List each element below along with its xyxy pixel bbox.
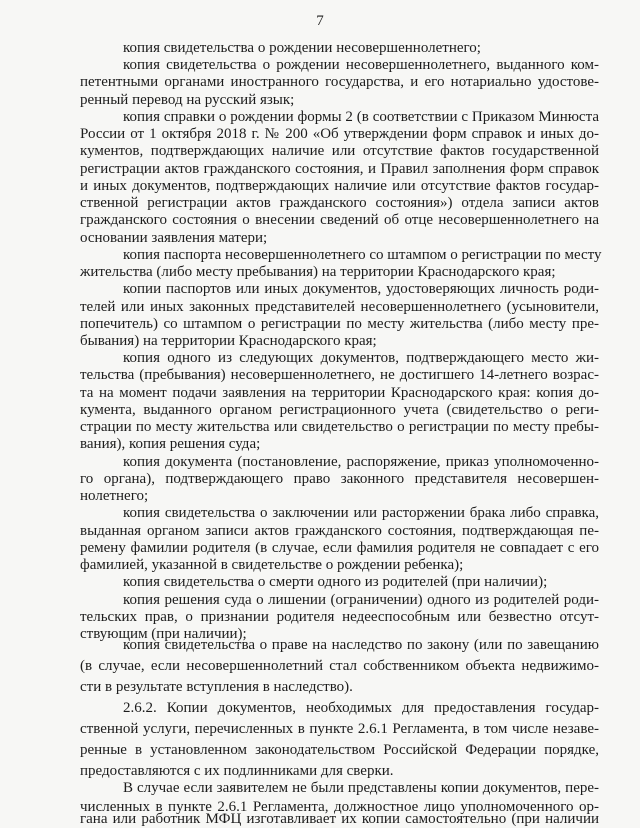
text-line: регистрации актов гражданского состояния, и Правил заполнения форм справок xyxy=(80,161,599,177)
text-line: копия паспорта несовершеннолетнего со штампом о регистрации по месту xyxy=(123,247,602,263)
text-line: бывания) на территории Краснодарского края; xyxy=(80,333,377,349)
text-line: ренный перевод на русский язык; xyxy=(80,92,295,108)
text-line: ствующим (при наличии); xyxy=(80,626,247,642)
text-line: сти в результате вступления в наследство). xyxy=(80,679,353,695)
text-line: ственной услуги, перечисленных в пункте 2.6.1 Регламента, в том числе незаве- xyxy=(80,721,599,737)
text-line: ренные в установленном законодательством Российской Федерации порядке, xyxy=(80,742,599,758)
text-line: копия решения суда о лишении (ограничении) одного из родителей роди- xyxy=(123,592,599,608)
text-line: и иных документов, подтверждающих наличие или отсутствие фактов государ- xyxy=(80,178,599,194)
text-line: численных в пункте 2.6.1 Регламента, должностное лицо уполномоченного ор- xyxy=(80,799,599,815)
text-line: В случае если заявителем не были представлены копии документов, пере- xyxy=(123,780,599,796)
text-line: ремену фамилии родителя (в случае, если фамилия родителя не совпадает с его xyxy=(80,540,599,556)
text-line: России от 1 октября 2018 г. № 200 «Об утверждении форм справок и иных до- xyxy=(80,126,599,142)
text-line: петентными органами иностранного государства, и его нотариально удостове- xyxy=(80,74,599,90)
text-line: копия одного из следующих документов, подтверждающего место жи- xyxy=(123,350,599,366)
text-line: ственной регистрации актов гражданского состояния») отдела записи актов xyxy=(80,195,599,211)
text-line: страции по месту жительства или свидетельство о регистрации по месту пребы- xyxy=(80,419,599,435)
text-line: 2.6.2. Копии документов, необходимых для предоставления государ- xyxy=(123,700,599,716)
text-line: копия свидетельства о рождении несовершеннолетнего, выданного ком- xyxy=(123,57,599,73)
text-line: тельства (пребывания) несовершеннолетнего, не достигшего 14-летнего возрас- xyxy=(80,367,599,383)
text-line: (в случае, если несовершеннолетний стал собственником объекта недвижимо- xyxy=(80,658,599,674)
text-line: кумента, выданного органом регистрационного учета (свидетельство о реги- xyxy=(80,402,599,418)
page-number: 7 xyxy=(316,13,324,29)
text-line: вания), копия решения суда; xyxy=(80,436,261,452)
text-line: гражданского состояния о внесении сведений об отце несовершеннолетнего на xyxy=(80,212,599,228)
text-line: копия документа (постановление, распоряжение, приказ уполномоченно- xyxy=(123,454,599,470)
text-line: выданная органом записи актов гражданского состояния, подтверждающая пе- xyxy=(80,523,599,539)
text-line: гана или работник МФЦ изготавливает их копии самостоятельно (при наличии xyxy=(80,811,599,827)
text-line: копии паспортов или иных документов, удостоверяющих личность роди- xyxy=(123,281,599,297)
text-line: го органа), подтверждающего право законного представителя несовершен- xyxy=(80,471,599,487)
text-line: основании заявления матери; xyxy=(80,230,268,246)
text-line: жительства (либо месту пребывания) на территории Краснодарского края; xyxy=(80,264,556,280)
text-line: копия справки о рождении формы 2 (в соответствии с Приказом Минюста xyxy=(123,109,599,125)
text-line: попечитель) со штампом о регистрации по месту жительства (либо месту пре- xyxy=(80,316,599,332)
text-line: нолетнего; xyxy=(80,488,149,504)
text-line: та на момент подачи заявления на территории Краснодарского края: копия до- xyxy=(80,385,599,401)
text-line: кументов, подтверждающих наличие или отсутствие фактов государственной xyxy=(80,143,599,159)
text-line: телей или иных законных представителей несовершеннолетнего (усыновители, xyxy=(80,299,599,315)
text-line: предоставляются с их подлинниками для сверки. xyxy=(80,763,394,779)
text-line: копия свидетельства о смерти одного из родителей (при наличии); xyxy=(123,574,548,590)
text-line: тельских прав, о признании родителя недееспособным или безвестно отсут- xyxy=(80,609,599,625)
text-line: фамилией, указанной в свидетельстве о рождении ребенка); xyxy=(80,557,464,573)
text-line: копия свидетельства о праве на наследство по закону (или по завещанию xyxy=(123,637,599,653)
text-line: копия свидетельства о заключении или расторжении брака либо справка, xyxy=(123,505,599,521)
text-line: копия свидетельства о рождении несовершеннолетнего; xyxy=(123,40,481,56)
